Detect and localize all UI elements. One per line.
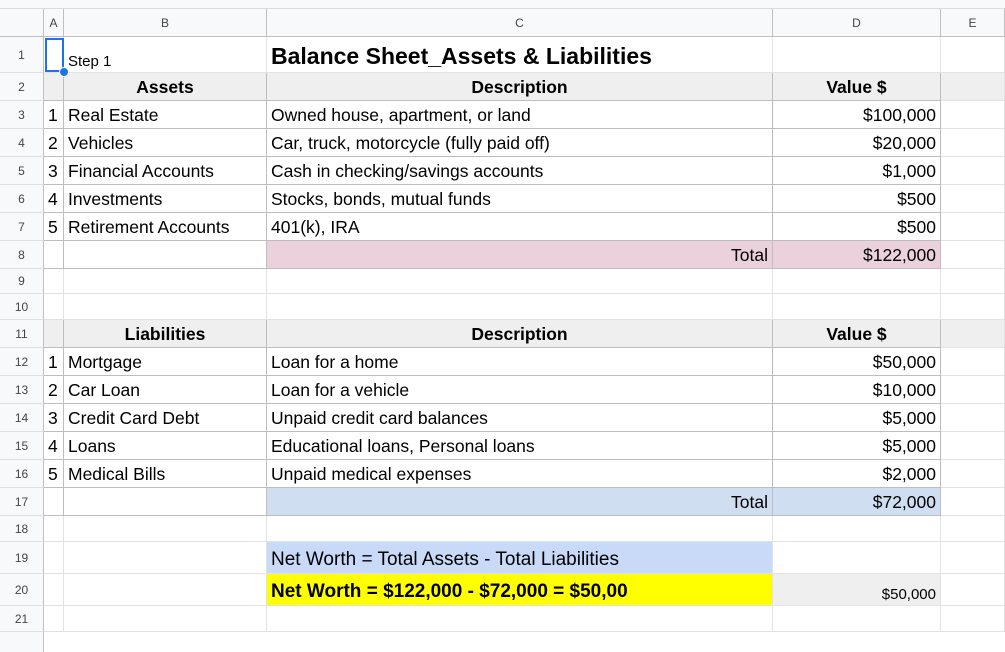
cell-a8[interactable] (44, 241, 64, 269)
cell-e17[interactable] (941, 488, 1005, 516)
row-header-20[interactable]: 20 (0, 574, 44, 606)
net-worth-calculation[interactable]: Net Worth = $122,000 - $72,000 = $50,00 (267, 574, 773, 606)
row-header-1[interactable]: 1 (0, 37, 44, 73)
cell-a20[interactable] (44, 574, 64, 606)
asset-value[interactable]: $500 (773, 213, 941, 241)
liability-num[interactable]: 5 (44, 460, 64, 488)
liability-value[interactable]: $10,000 (773, 376, 941, 404)
sheet-title[interactable]: Balance Sheet_Assets & Liabilities (267, 37, 773, 73)
liabilities-description-header[interactable]: Description (267, 320, 773, 348)
liability-description[interactable]: Educational loans, Personal loans (267, 432, 773, 460)
cell-e13[interactable] (941, 376, 1005, 404)
cell-e16[interactable] (941, 460, 1005, 488)
cell-b18[interactable] (64, 516, 267, 542)
liability-description[interactable]: Unpaid medical expenses (267, 460, 773, 488)
cell-b17[interactable] (64, 488, 267, 516)
net-worth-formula[interactable]: Net Worth = Total Assets - Total Liabilities (267, 542, 773, 574)
asset-value[interactable]: $500 (773, 185, 941, 213)
asset-value[interactable]: $100,000 (773, 101, 941, 129)
liability-value[interactable]: $5,000 (773, 404, 941, 432)
cell-d21[interactable] (773, 606, 941, 632)
cell-e20[interactable] (941, 574, 1005, 606)
assets-description-header[interactable]: Description (267, 73, 773, 101)
cell-a2[interactable] (44, 73, 64, 101)
asset-num[interactable]: 3 (44, 157, 64, 185)
liability-num[interactable]: 3 (44, 404, 64, 432)
row-header-10[interactable]: 10 (0, 294, 44, 320)
liability-description[interactable]: Loan for a vehicle (267, 376, 773, 404)
cell-a17[interactable] (44, 488, 64, 516)
cell-a21[interactable] (44, 606, 64, 632)
cell-e6[interactable] (941, 185, 1005, 213)
liability-description[interactable]: Loan for a home (267, 348, 773, 376)
asset-name[interactable]: Financial Accounts (64, 157, 267, 185)
column-header-b[interactable]: B (64, 9, 267, 37)
asset-value[interactable]: $20,000 (773, 129, 941, 157)
cell-d18[interactable] (773, 516, 941, 542)
cell-e2[interactable] (941, 73, 1005, 101)
cell-e5[interactable] (941, 157, 1005, 185)
asset-description[interactable]: 401(k), IRA (267, 213, 773, 241)
select-all-corner[interactable] (0, 9, 44, 37)
liability-name[interactable]: Medical Bills (64, 460, 267, 488)
liability-num[interactable]: 4 (44, 432, 64, 460)
liabilities-header[interactable]: Liabilities (64, 320, 267, 348)
liability-num[interactable]: 2 (44, 376, 64, 404)
row-header-15[interactable]: 15 (0, 432, 44, 460)
liability-value[interactable]: $5,000 (773, 432, 941, 460)
row-header-12[interactable]: 12 (0, 348, 44, 376)
liability-description[interactable]: Unpaid credit card balances (267, 404, 773, 432)
row-header-14[interactable]: 14 (0, 404, 44, 432)
cell-b8[interactable] (64, 241, 267, 269)
cell-c9[interactable] (267, 269, 773, 294)
liabilities-value-header[interactable]: Value $ (773, 320, 941, 348)
row-header-2[interactable]: 2 (0, 73, 44, 101)
assets-total-value[interactable]: $122,000 (773, 241, 941, 269)
asset-value[interactable]: $1,000 (773, 157, 941, 185)
cell-e19[interactable] (941, 542, 1005, 574)
cell-a10[interactable] (44, 294, 64, 320)
asset-name[interactable]: Investments (64, 185, 267, 213)
column-header-a[interactable]: A (44, 9, 64, 37)
cell-b1-step[interactable]: Step 1 (64, 37, 267, 73)
asset-name[interactable]: Real Estate (64, 101, 267, 129)
row-header-21[interactable]: 21 (0, 606, 44, 632)
liability-name[interactable]: Mortgage (64, 348, 267, 376)
cell-e18[interactable] (941, 516, 1005, 542)
row-header-18[interactable]: 18 (0, 516, 44, 542)
liabilities-total-label[interactable]: Total (267, 488, 773, 516)
asset-num[interactable]: 4 (44, 185, 64, 213)
row-header-17[interactable]: 17 (0, 488, 44, 516)
asset-description[interactable]: Car, truck, motorcycle (fully paid off) (267, 129, 773, 157)
cell-c21[interactable] (267, 606, 773, 632)
cell-e3[interactable] (941, 101, 1005, 129)
cell-b9[interactable] (64, 269, 267, 294)
liability-value[interactable]: $2,000 (773, 460, 941, 488)
toolbar-edge (0, 0, 1005, 9)
cell-b10[interactable] (64, 294, 267, 320)
cell-e14[interactable] (941, 404, 1005, 432)
fill-handle[interactable] (59, 67, 69, 77)
cell-e8[interactable] (941, 241, 1005, 269)
cell-c18[interactable] (267, 516, 773, 542)
asset-description[interactable]: Owned house, apartment, or land (267, 101, 773, 129)
cell-e10[interactable] (941, 294, 1005, 320)
asset-num[interactable]: 1 (44, 101, 64, 129)
cell-a19[interactable] (44, 542, 64, 574)
cell-a9[interactable] (44, 269, 64, 294)
liability-name[interactable]: Car Loan (64, 376, 267, 404)
asset-description[interactable]: Stocks, bonds, mutual funds (267, 185, 773, 213)
cell-b19[interactable] (64, 542, 267, 574)
asset-name[interactable]: Retirement Accounts (64, 213, 267, 241)
column-header-c[interactable]: C (267, 9, 773, 37)
net-worth-value[interactable]: $50,000 (773, 574, 941, 606)
asset-name[interactable]: Vehicles (64, 129, 267, 157)
assets-header[interactable]: Assets (64, 73, 267, 101)
cell-e12[interactable] (941, 348, 1005, 376)
row-header-22[interactable] (0, 632, 44, 652)
liability-name[interactable]: Credit Card Debt (64, 404, 267, 432)
row-header-19[interactable]: 19 (0, 542, 44, 574)
row-header-16[interactable]: 16 (0, 460, 44, 488)
cell-a11[interactable] (44, 320, 64, 348)
column-header-d[interactable]: D (773, 9, 941, 37)
row-header-13[interactable]: 13 (0, 376, 44, 404)
column-header-e[interactable]: E (941, 9, 1005, 37)
cell-e4[interactable] (941, 129, 1005, 157)
row-header-6[interactable]: 6 (0, 185, 44, 213)
cell-b21[interactable] (64, 606, 267, 632)
cell-e7[interactable] (941, 213, 1005, 241)
row-header-5[interactable]: 5 (0, 157, 44, 185)
liability-name[interactable]: Loans (64, 432, 267, 460)
row-header-7[interactable]: 7 (0, 213, 44, 241)
row-header-9[interactable]: 9 (0, 269, 44, 294)
cell-a18[interactable] (44, 516, 64, 542)
liabilities-total-value[interactable]: $72,000 (773, 488, 941, 516)
liability-value[interactable]: $50,000 (773, 348, 941, 376)
cell-d19[interactable] (773, 542, 941, 574)
row-header-8[interactable]: 8 (0, 241, 44, 269)
asset-num[interactable]: 2 (44, 129, 64, 157)
cell-d1[interactable] (773, 37, 941, 73)
cell-d9[interactable] (773, 269, 941, 294)
cell-e11[interactable] (941, 320, 1005, 348)
liability-num[interactable]: 1 (44, 348, 64, 376)
cell-e9[interactable] (941, 269, 1005, 294)
asset-description[interactable]: Cash in checking/savings accounts (267, 157, 773, 185)
asset-num[interactable]: 5 (44, 213, 64, 241)
row-header-4[interactable]: 4 (0, 129, 44, 157)
cell-c10[interactable] (267, 294, 773, 320)
row-header-3[interactable]: 3 (0, 101, 44, 129)
cell-b20[interactable] (64, 574, 267, 606)
assets-total-label[interactable]: Total (267, 241, 773, 269)
cell-e15[interactable] (941, 432, 1005, 460)
cell-d10[interactable] (773, 294, 941, 320)
assets-value-header[interactable]: Value $ (773, 73, 941, 101)
cell-e21[interactable] (941, 606, 1005, 632)
row-header-11[interactable]: 11 (0, 320, 44, 348)
cell-e1[interactable] (941, 37, 1005, 73)
